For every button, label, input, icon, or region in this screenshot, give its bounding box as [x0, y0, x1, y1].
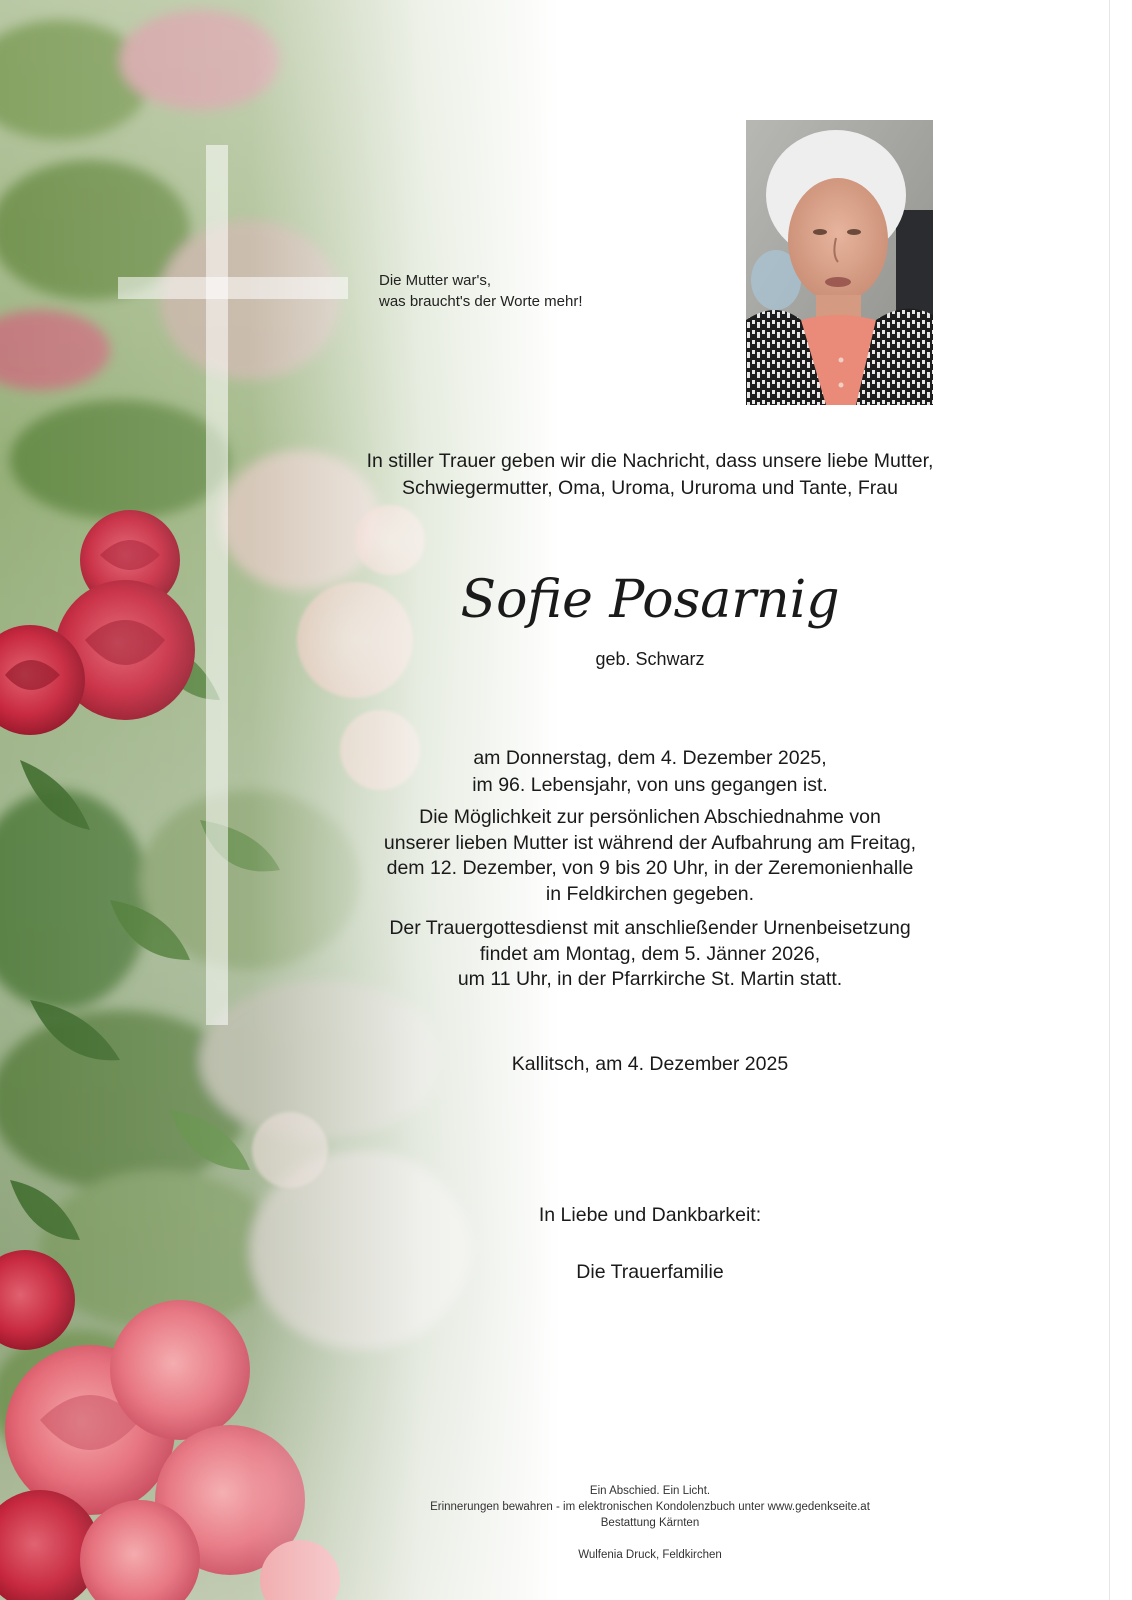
- intro-line: In stiller Trauer geben wir die Nachricht, dass unsere liebe Mutter,: [366, 450, 934, 472]
- deceased-name: [330, 555, 970, 645]
- portrait-photo: [746, 120, 933, 405]
- place-date: Kallitsch, am 4. Dezember 2025: [511, 1053, 789, 1075]
- service-line: Der Trauergottesdienst mit anschließender Urnenbeisetzung: [389, 917, 911, 939]
- death-info: [330, 745, 970, 799]
- quote-line: was braucht's der Worte mehr!: [379, 293, 583, 310]
- footer: [380, 1483, 920, 1531]
- service-line: um 11 Uhr, in der Pfarrkirche St. Martin statt.: [457, 968, 843, 990]
- page-edge: [1109, 0, 1110, 1600]
- service-line: findet am Montag, dem 5. Jänner 2026,: [479, 942, 821, 965]
- footer-line: Bestattung Kärnten: [600, 1517, 700, 1529]
- farewell-line: dem 12. Dezember, von 9 bis 20 Uhr, in der Zeremonienhalle: [386, 857, 914, 879]
- service-info: [330, 916, 970, 993]
- closing-signature: Die Trauerfamilie: [576, 1261, 724, 1283]
- printer-credit: Wulfenia Druck, Feldkirchen: [578, 1549, 722, 1561]
- intro-text: [330, 448, 970, 502]
- farewell-line: unserer lieben Mutter ist während der Aufbahrung am Freitag,: [383, 831, 917, 854]
- intro-line: Schwiegermutter, Oma, Uroma, Ururoma und Tante, Frau: [401, 477, 898, 499]
- death-line: im 96. Lebensjahr, von uns gegangen ist.: [472, 774, 828, 796]
- quote-line: Die Mutter war's,: [379, 272, 492, 289]
- footer-line: Erinnerungen bewahren - im elektronischen Kondolenzbuch unter www.gedenkseite.at: [430, 1501, 870, 1513]
- farewell-line: Die Möglichkeit zur persönlichen Abschiednahme von: [419, 806, 881, 828]
- farewell-info: [330, 805, 970, 907]
- farewell-line: in Feldkirchen gegeben.: [545, 882, 755, 905]
- deceased-name-text: Sofie Posarnig: [460, 570, 840, 630]
- closing-thanks: In Liebe und Dankbarkeit:: [538, 1204, 762, 1226]
- footer-line: Ein Abschied. Ein Licht.: [589, 1485, 711, 1497]
- cross-icon: [118, 145, 348, 1025]
- quote: [379, 270, 583, 312]
- death-line: am Donnerstag, dem 4. Dezember 2025,: [473, 747, 827, 769]
- maiden-name: geb. Schwarz: [595, 649, 705, 669]
